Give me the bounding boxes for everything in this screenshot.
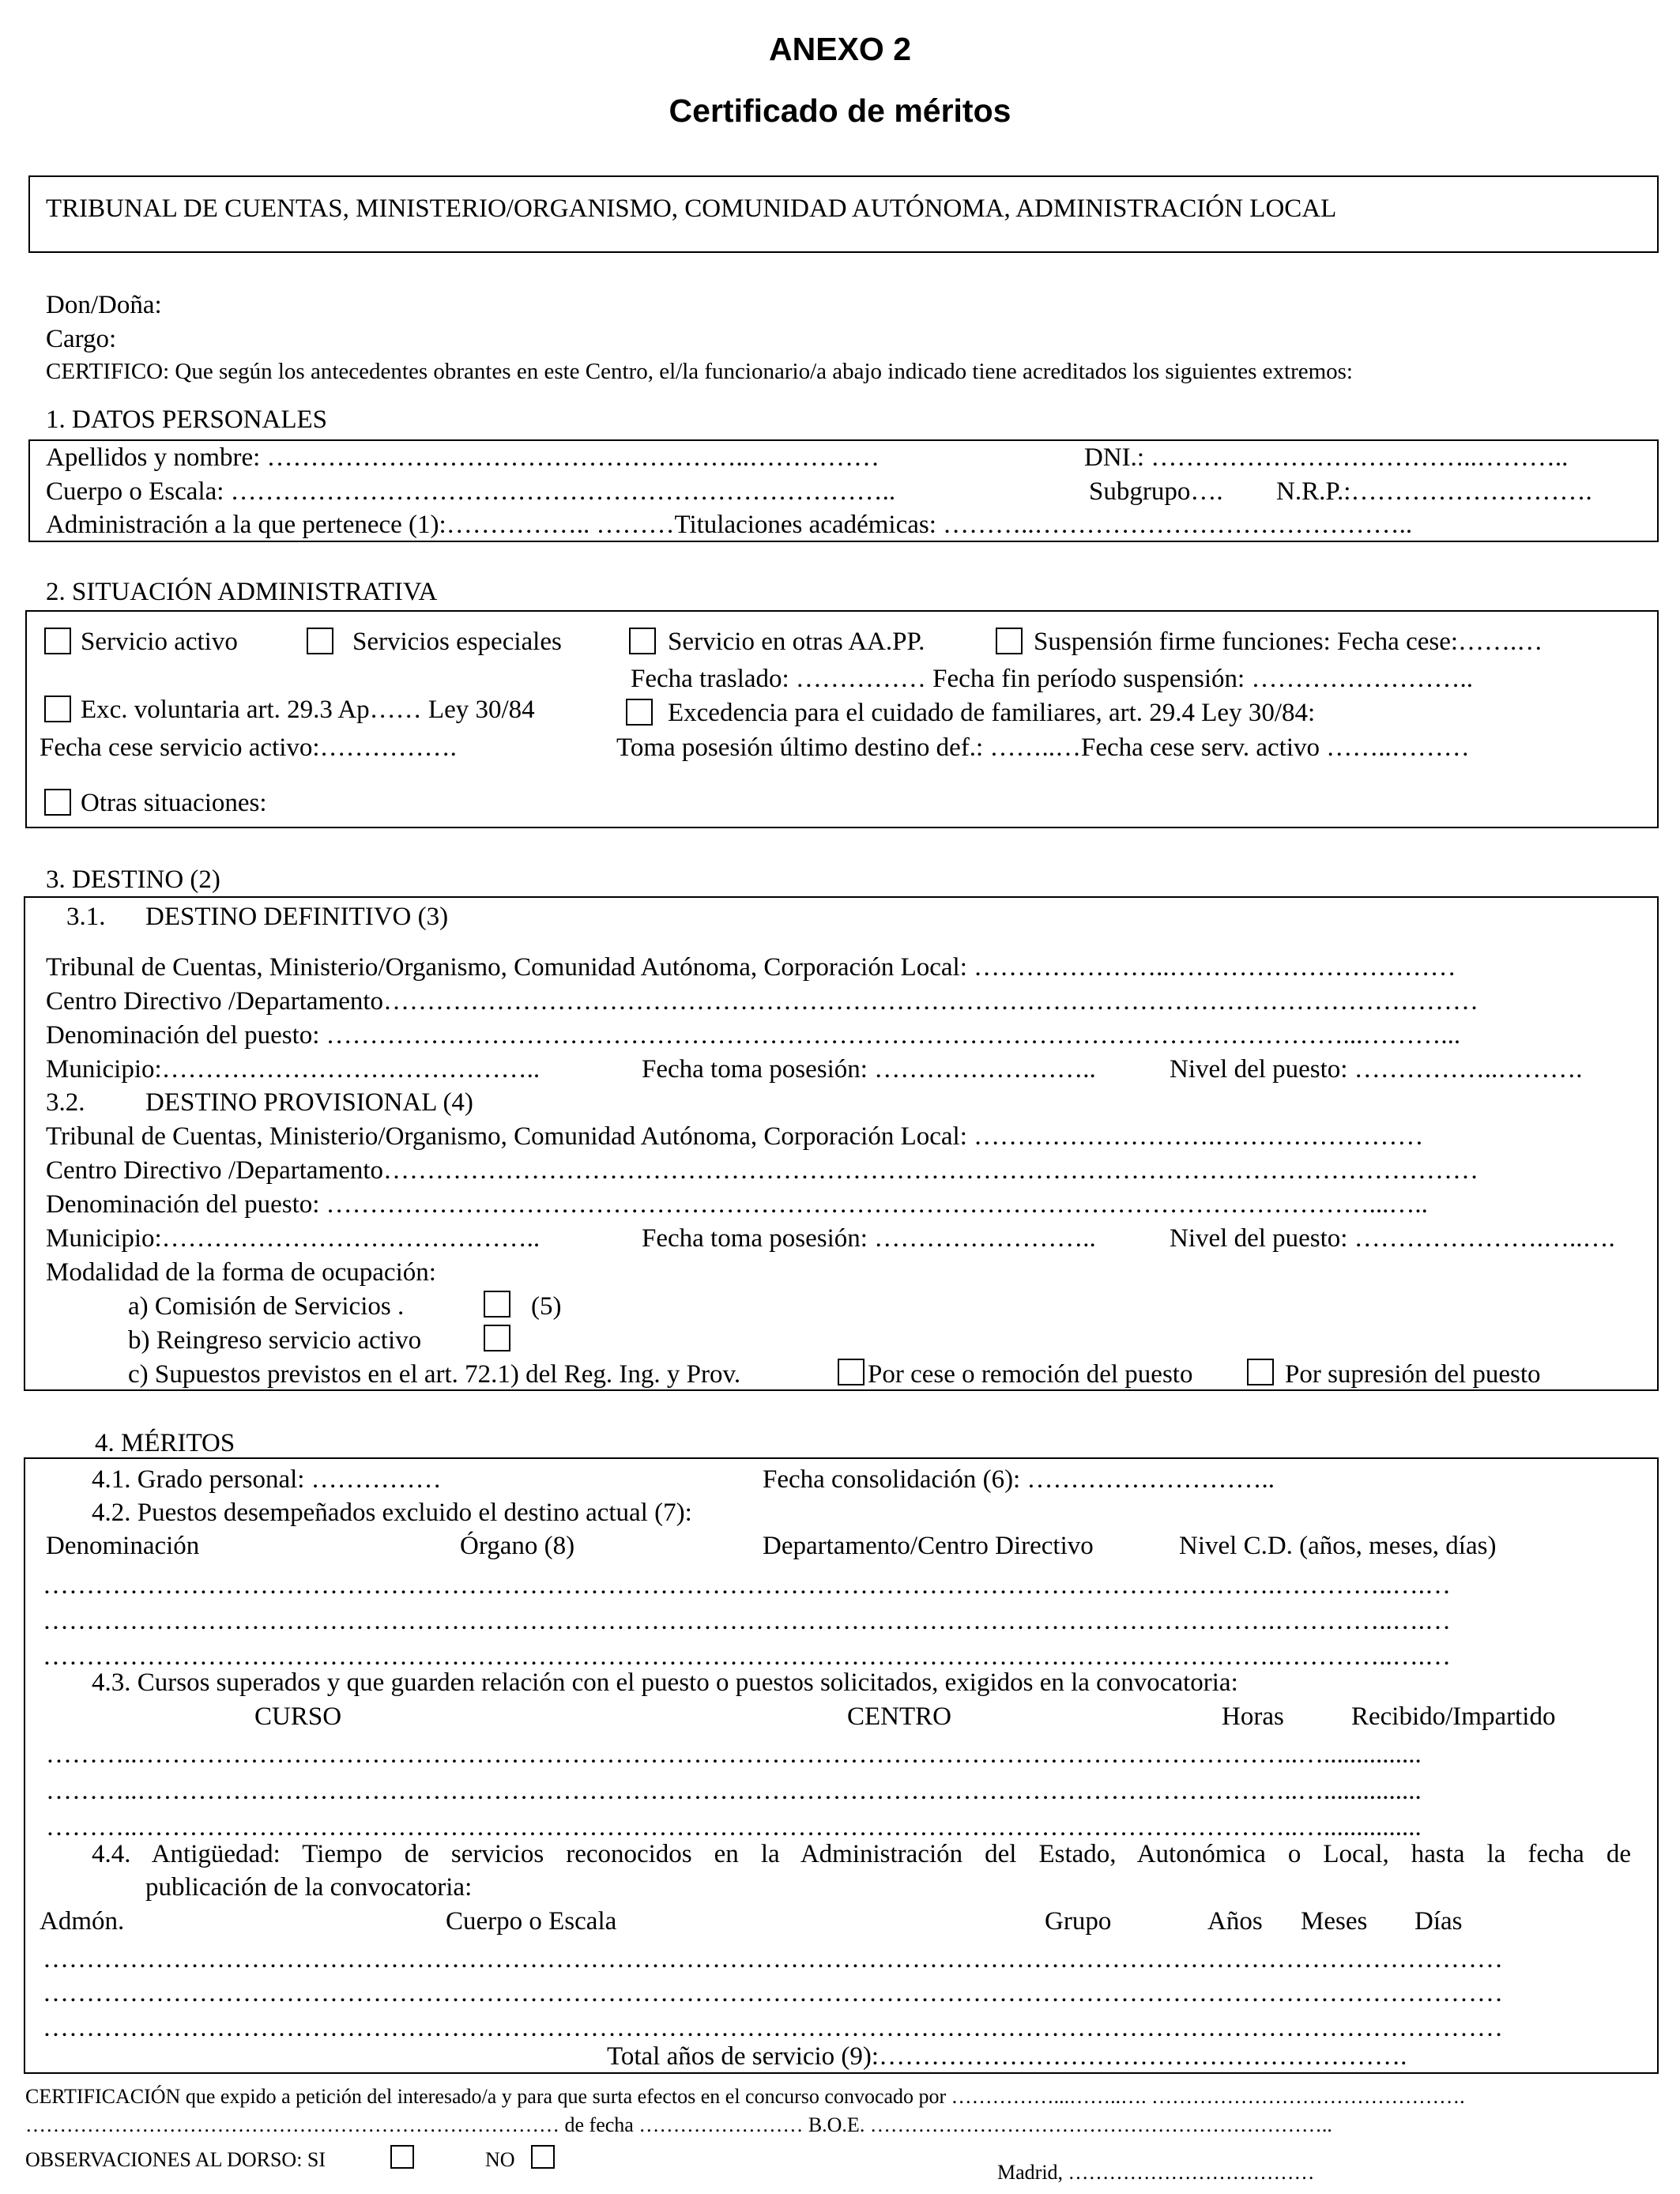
section-1-title: 1. DATOS PERSONALES [46,405,328,434]
def-centro-field: Centro Directivo /Departamento……………………………………………………………………………………………………………… [46,987,1479,1016]
destino-definitivo-title: DESTINO DEFINITIVO (3) [145,903,449,931]
def-fecha-field: Fecha toma posesión: …………………….. [642,1055,1096,1084]
certificacion-text: CERTIFICACIÓN que expido a petición del interesado/a y para que surta efectos en el concurso convocado por ……………...……..…. ………………………………………. [25,2085,1465,2108]
servicios-especiales-label: Servicios especiales [352,628,562,656]
fecha-cese-field: Fecha cese servicio activo:……………. [40,733,457,762]
suspension-label: Suspensión firme funciones: Fecha cese:…….… [1034,628,1543,656]
excedencia-familiares-label: Excedencia para el cuidado de familiares, art. 29.4 Ley 30/84: [668,699,1316,727]
puestos-desempenados-label: 4.2. Puestos desempeñados excluido el destino actual (7): [92,1498,692,1527]
supresion-label: Por supresión del puesto [1285,1360,1541,1389]
prov-centro-field: Centro Directivo /Departamento……………………………………………………………………………………………………………… [46,1156,1479,1185]
col-horas: Horas [1222,1702,1284,1731]
col-departamento: Departamento/Centro Directivo [763,1532,1094,1560]
puestos-line-2: …………………………………………………………………………………………………………………………….…………..….… [43,1608,1451,1634]
cuerpo-field: Cuerpo o Escala: ………………………………………………………………….. [46,477,896,506]
administracion-field: Administración a la que pertenece (1):…………….. ………Titulaciones académicas: ………..…………………………………….. [46,511,1413,539]
def-nivel-field: Nivel del puesto: ……………..………. [1170,1055,1583,1084]
observaciones-no-checkbox[interactable] [531,2145,555,2169]
col-denominacion: Denominación [46,1532,200,1560]
dni-field: DNI.: ………………………………..……….. [1084,443,1569,472]
section-2-title: 2. SITUACIÓN ADMINISTRATIVA [46,578,438,606]
destino-definitivo-number: 3.1. [66,903,106,931]
don-field: Don/Doña: [46,291,162,319]
servicio-activo-checkbox[interactable] [44,628,71,654]
otras-aapp-label: Servicio en otras AA.PP. [668,628,925,656]
reingreso-checkbox[interactable] [484,1325,510,1351]
col-nivel-cd: Nivel C.D. (años, meses, días) [1179,1532,1497,1560]
cursos-line-2: ………..……………………………………………………………………………………………………………………..…............... [46,1778,1422,1804]
cursos-line-1: ………..……………………………………………………………………………………………………………………..…............... [46,1742,1422,1768]
observaciones-no-label: NO [485,2148,515,2171]
puestos-line-1: …………………………………………………………………………………………………………………………….…………..….… [43,1573,1451,1599]
madrid-date-field: Madrid, ……………………………… [997,2161,1315,2184]
antiguedad-line-3: …………………………………………………………………………………………………………………………………………………… [43,2015,1503,2041]
antiguedad-line-1: …………………………………………………………………………………………………………………………………………………… [43,1947,1503,1973]
col-cuerpo: Cuerpo o Escala [446,1907,617,1936]
comision-servicios-note: (5) [531,1292,562,1321]
cursos-line-3: ………..……………………………………………………………………………………………………………………..…............... [46,1815,1422,1841]
modalidad-label: Modalidad de la forma de ocupación: [46,1258,436,1287]
section-4-title: 4. MÉRITOS [95,1429,235,1457]
prov-denominacion-field: Denominación del puesto: …………………………………………………………………………………………………………...….. [46,1190,1428,1219]
cargo-field: Cargo: [46,325,117,353]
comision-servicios-checkbox[interactable] [484,1291,510,1318]
annex-title: ANEXO 2 [769,31,911,67]
col-centro: CENTRO [847,1702,951,1731]
col-admon: Admón. [40,1907,125,1936]
puestos-line-3: …………………………………………………………………………………………………………………………….…………..….… [43,1644,1451,1670]
destino-provisional-title: DESTINO PROVISIONAL (4) [145,1088,473,1117]
excedencia-familiares-checkbox[interactable] [626,699,653,726]
antiguedad-label-2: publicación de la convocatoria: [145,1873,473,1902]
suspension-checkbox[interactable] [996,628,1023,654]
observaciones-label: OBSERVACIONES AL DORSO: SI [25,2148,326,2171]
fecha-consolidacion-field: Fecha consolidación (6): ……………………….. [763,1465,1275,1494]
nrp-field: N.R.P.:………………………. [1276,477,1592,506]
def-denominacion-field: Denominación del puesto: ………………………………………………………………………………………………………...………... [46,1021,1461,1050]
def-tribunal-field: Tribunal de Cuentas, Ministerio/Organismo, Comunidad Autónoma, Corporación Local: …………………..…………………………… [46,953,1456,982]
def-municipio-field: Municipio:…………………………………….. [46,1055,541,1084]
antiguedad-line-2: …………………………………………………………………………………………………………………………………………………… [43,1981,1503,2007]
antiguedad-label: 4.4. Antigüedad: Tiempo de servicios reconocidos en la Administración del Estado, Autonómica o Local, hasta la fecha de [92,1840,1631,1868]
subgrupo-field: Subgrupo…. [1089,477,1223,506]
cese-remocion-checkbox[interactable] [838,1359,864,1385]
grado-personal-field: 4.1. Grado personal: …………… [92,1465,442,1494]
servicio-activo-label: Servicio activo [81,628,238,656]
cursos-label: 4.3. Cursos superados y que guarden relación con el puesto o puestos solicitados, exigidos en la convocatoria: [92,1668,1238,1697]
supuestos-label: c) Supuestos previstos en el art. 72.1) del Reg. Ing. y Prov. [128,1360,741,1389]
col-anos: Años [1207,1907,1263,1936]
prov-fecha-field: Fecha toma posesión: …………………….. [642,1224,1096,1253]
prov-municipio-field: Municipio:…………………………………….. [46,1224,541,1253]
otras-situaciones-checkbox[interactable] [44,789,71,816]
section-3-title: 3. DESTINO (2) [46,865,220,894]
prov-tribunal-field: Tribunal de Cuentas, Ministerio/Organismo, Comunidad Autónoma, Corporación Local: ……………………….…………………… [46,1122,1424,1151]
total-anos-field: Total años de servicio (9):……………………………………………………. [607,2042,1407,2071]
reingreso-label: b) Reingreso servicio activo [128,1326,422,1355]
comision-servicios-label: a) Comisión de Servicios . [128,1292,405,1321]
col-recibido: Recibido/Impartido [1351,1702,1556,1731]
apellidos-field: Apellidos y nombre: ………………………………………………..…………… [46,443,880,472]
certifico-text: CERTIFICO: Que según los antecedentes obrantes en este Centro, el/la funcionario/a abajo indicado tiene acreditados los siguientes extremos: [46,359,1353,384]
page-title: Certificado de méritos [669,92,1011,129]
cese-remocion-label: Por cese o remoción del puesto [868,1360,1193,1389]
fecha-traslado-field: Fecha traslado: …………… Fecha fin período suspensión: …………………….. [631,665,1473,693]
supresion-checkbox[interactable] [1247,1359,1274,1385]
col-grupo: Grupo [1045,1907,1112,1936]
exc-voluntaria-label: Exc. voluntaria art. 29.3 Ap…… Ley 30/84 [81,696,535,724]
observaciones-si-checkbox[interactable] [390,2145,414,2169]
col-curso: CURSO [254,1702,342,1731]
col-meses: Meses [1301,1907,1368,1936]
servicios-especiales-checkbox[interactable] [307,628,333,654]
prov-nivel-field: Nivel del puesto: ………………….…..…. [1170,1224,1615,1253]
toma-posesion-field: Toma posesión último destino def.: ……..…Fecha cese serv. activo ……..……… [616,733,1470,762]
col-organo: Órgano (8) [460,1532,575,1560]
destino-provisional-number: 3.2. [46,1088,85,1117]
col-dias: Días [1414,1907,1463,1936]
otras-situaciones-label: Otras situaciones: [81,789,267,817]
certificacion-text-2: …………………………………………………………………… de fecha …………………… B.O.E. ………………………………………………………….. [25,2113,1332,2136]
exc-voluntaria-checkbox[interactable] [44,696,71,722]
org-box-text: TRIBUNAL DE CUENTAS, MINISTERIO/ORGANISMO, COMUNIDAD AUTÓNOMA, ADMINISTRACIÓN LOCAL [46,194,1337,223]
otras-aapp-checkbox[interactable] [629,628,656,654]
